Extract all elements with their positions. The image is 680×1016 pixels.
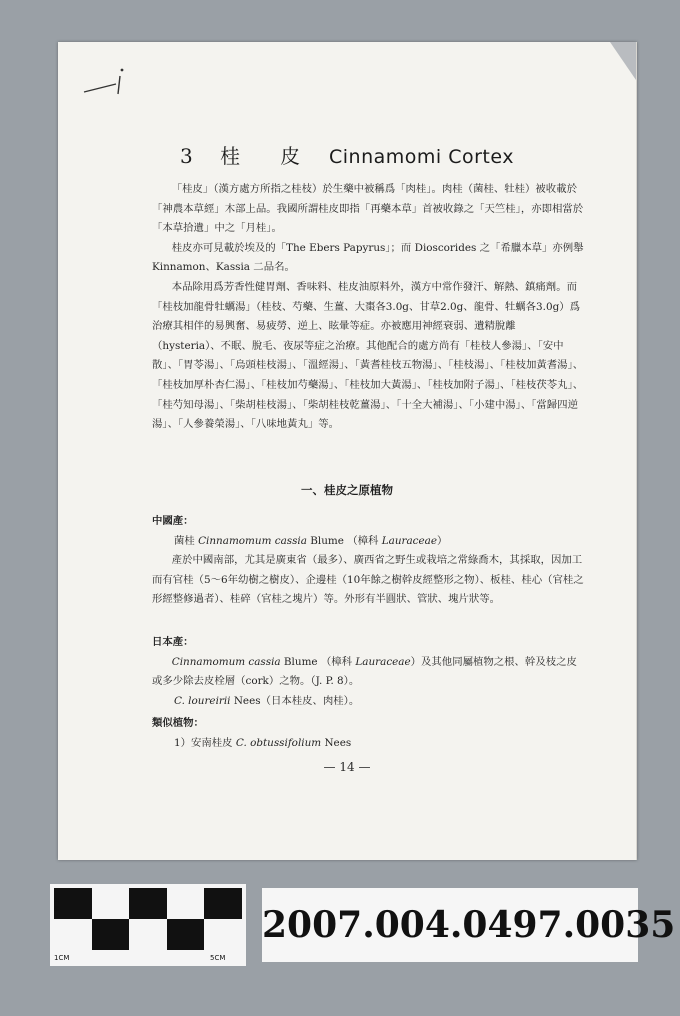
family-prefix: （樟科 [320,655,353,668]
paragraph: 桂皮亦可見載於埃及的「The Ebers Papyrus」；而 Dioscorides 之「希臘本草」亦例舉 Kinnamon、Kassia 二品名。 [152,241,584,274]
china-description: 產於中國南部，尤其是廣東省（最多）、廣西省之野生或栽培之常綠喬木，其採取，因加工而有官桂（5～6年幼樹之樹皮）、企邊桂（10年餘之樹幹皮經整形之物）、板桂、桂心（官桂之形經整修過者）、桂碎（官桂之塊片）等。外形有半圓狀、管狀、塊片狀等。 [152,554,584,606]
species-zh: 菌桂 [174,534,195,547]
china-origin-block [152,512,584,610]
similar-item-zh: 1）安南桂皮 [174,736,233,749]
title-latin: Cinnamomi Cortex [328,146,514,168]
scale-label-5cm: 5CM [210,954,226,962]
intro-text [152,180,584,435]
japan-line-2-rest: Nees（日本桂皮、肉桂）。 [233,694,360,707]
species-latin: Cinnamomum cassia [171,655,281,668]
title-chinese: 桂皮 [220,144,341,168]
accession-number: 2007.004.0497.0035 [262,888,638,962]
title-number: 3 [180,144,194,168]
paragraph: 本品除用爲芳香性健胃劑、香味料、桂皮油原料外，漢方中常作發汗、解熱、鎮痛劑。而「桂枝加龍骨牡蠣湯」（桂枝、芍藥、生薑、大棗各3.0g、甘草2.0g、龍骨、牡蠣各3.0g）爲治療其相伴的易興奮、易疲勞、逆上、眩暈等症。亦被應用神經衰弱、遺精脫離（hysteria）、不眠、脫毛、夜尿等症之治療。其他配合的處方尚有「桂枝人參湯」、「安中散」、「胃苓湯」、「烏頭桂枝湯」、「溫經湯」、「黃耆桂枝五物湯」、「桂枝湯」、「桂枝加黃耆湯」、「桂枝加厚朴杏仁湯」、「桂枝加芍藥湯」、「桂枝加大黃湯」、「桂枝加附子湯」、「桂枝茯苓丸」、「桂芍知母湯」、「柴胡桂枝湯」、「柴胡桂枝乾薑湯」、「十全大補湯」、「小建中湯」、「當歸四逆湯」、「人參養榮湯」、「八味地黃丸」等。 [152,280,584,431]
similar-heading: 類似植物： [152,717,204,729]
page-number: — 14 — [323,760,371,774]
family-suffix: ） [436,534,448,547]
handwritten-mark [80,64,140,104]
checker-grid [54,888,242,950]
japan-line-1-rest: ）及其他同屬植物之根、幹及枝之皮或多少除去皮栓層（cork）之物。（J. P. 8）。 [152,655,577,688]
paragraph: 「桂皮」（漢方處方所指之桂枝）於生藥中被稱爲「肉桂」。肉桂（菌桂、牡桂）被收載於「神農本草經」木部上品。我國所謂桂皮即指「再藥本草」首被收錄之「天竺桂」，亦即相當於「本草拾遺」中之「月桂」。 [152,183,584,235]
japan-origin-block [152,633,584,711]
japan-line-1 [152,653,584,692]
species-author: Blume [310,534,344,547]
family-latin: Lauraceae [381,534,437,547]
section-title: 一、桂皮之原植物 [301,483,393,497]
document-page [58,42,637,860]
scale-label-2cm: 2CM [52,896,60,912]
china-species-line [152,532,584,552]
japan-heading: 日本產： [152,636,194,648]
family-prefix: （樟科 [347,534,379,547]
similar-plants-block [152,714,584,753]
species-latin: C. loureirii [174,694,231,707]
similar-item-latin: C. obtussifolium [235,736,322,749]
japan-line-2 [152,692,584,712]
scale-label-1cm: 1CM [54,954,70,962]
species-latin: Cinnamomum cassia [198,534,307,547]
family-latin: Lauraceae [355,655,411,668]
china-heading: 中國產： [152,515,194,527]
similar-item-author: Nees [324,736,352,749]
folded-corner [610,42,636,80]
species-author: Blume [283,655,318,668]
color-scale-bar [50,884,246,966]
similar-item [152,734,584,754]
page-title [58,140,636,169]
